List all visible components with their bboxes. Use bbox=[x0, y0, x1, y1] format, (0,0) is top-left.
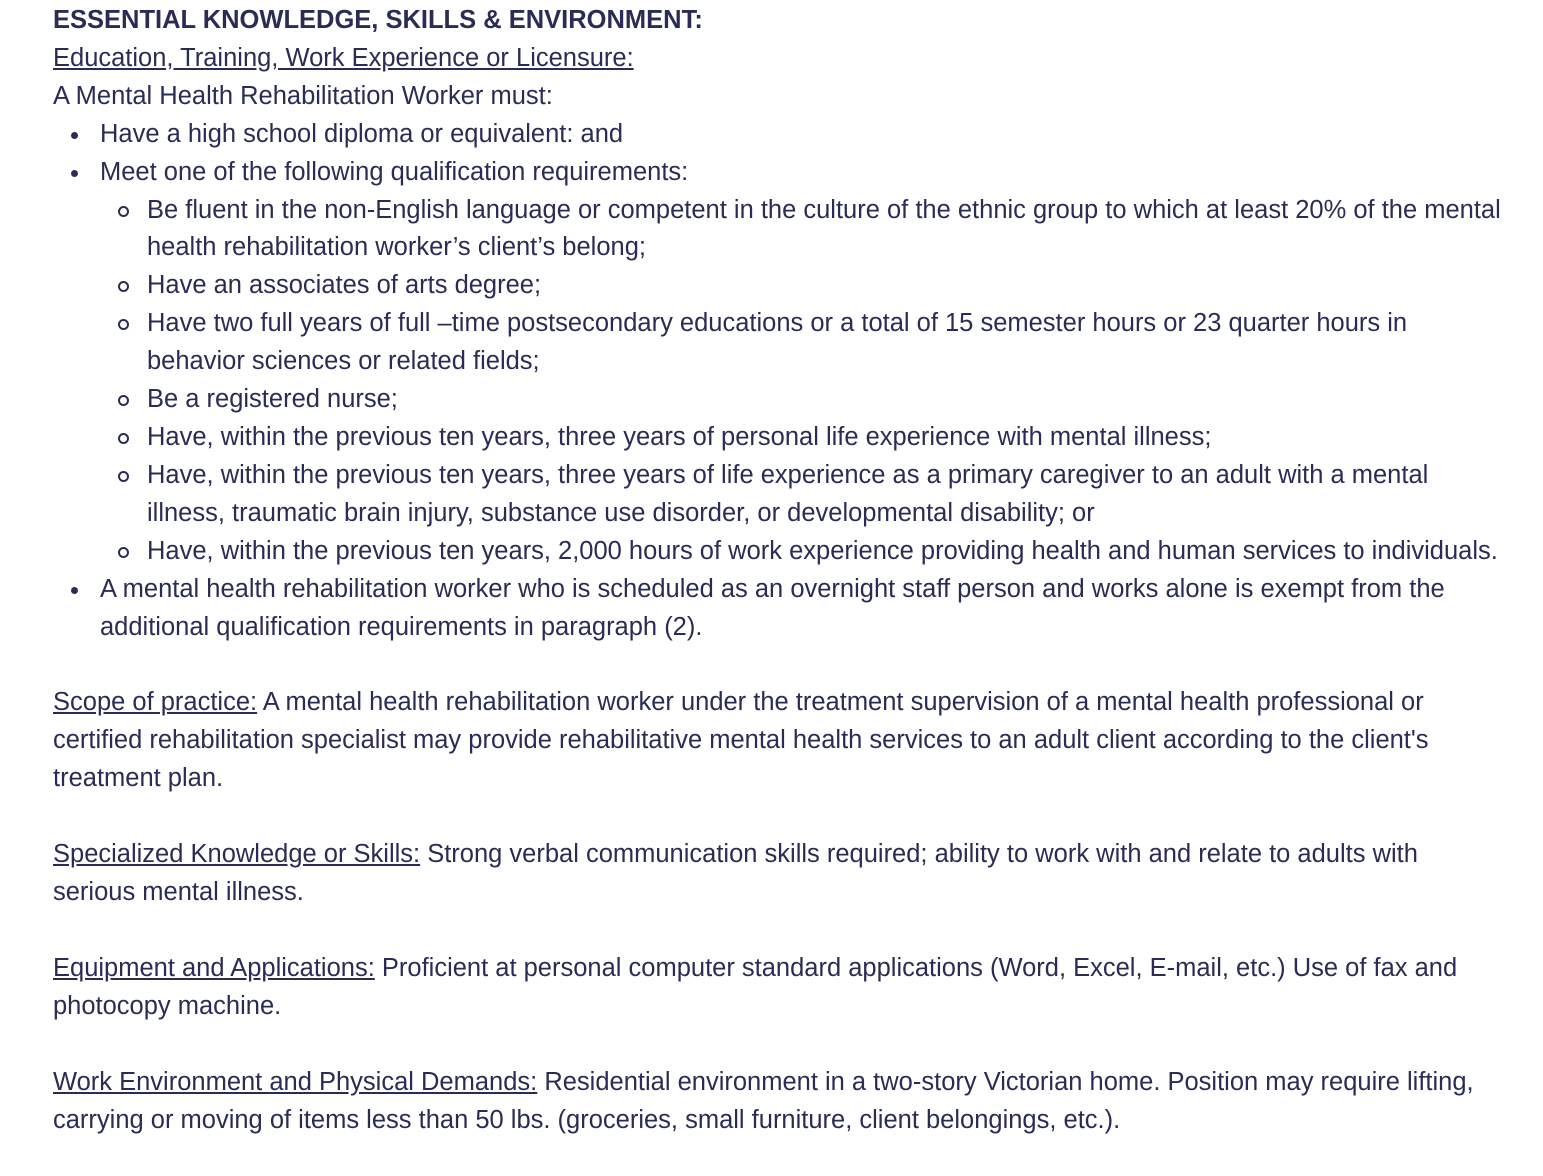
sublist-item-text: Have two full years of full –time postsecondary educations or a total of 15 semester hours or 23 quarter hours in behavior sciences or related fields; bbox=[147, 309, 1408, 376]
section-label: Work Environment and Physical Demands: bbox=[53, 1067, 538, 1096]
section-text: A mental health rehabilitation worker under the treatment supervision of a mental health professional or certified rehabilitation specialist may provide rehabilitative mental health services to an adult client according to the client's treatment plan. bbox=[53, 688, 1429, 793]
equipment-paragraph bbox=[53, 950, 1503, 1026]
bullet-dot bbox=[71, 587, 78, 594]
bullet-circle bbox=[118, 281, 129, 292]
sublist-item-text: Be fluent in the non-English language or competent in the culture of the ethnic group to which at least 20% of the mental health rehabilitation worker’s client’s belong; bbox=[147, 195, 1501, 262]
list-item bbox=[100, 116, 1503, 154]
bullet-dot bbox=[71, 132, 78, 139]
sublist-item-text: Have, within the previous ten years, three years of personal life experience with mental illness; bbox=[147, 422, 1212, 451]
bullet-circle bbox=[118, 433, 129, 444]
bullet-circle bbox=[118, 206, 129, 217]
sublist-item bbox=[147, 192, 1503, 268]
section-heading: ESSENTIAL KNOWLEDGE, SKILLS & ENVIRONMENT: bbox=[53, 6, 703, 34]
section-text: Strong verbal communication skills required; ability to work with and relate to adults with serious mental illness. bbox=[53, 840, 1418, 907]
sublist-item bbox=[147, 381, 1503, 419]
qualification-sublist bbox=[100, 192, 1503, 571]
bullet-circle bbox=[118, 471, 129, 482]
bullet-circle bbox=[118, 395, 129, 406]
sublist-item-text: Be a registered nurse; bbox=[147, 385, 398, 414]
section-text: Residential environment in a two-story Victorian home. Position may require lifting, carrying or moving of items less than 50 lbs. (groceries, small furniture, client belongings, etc.). bbox=[53, 1067, 1474, 1134]
section-label: Equipment and Applications: bbox=[53, 953, 375, 982]
work-environment-paragraph bbox=[53, 1064, 1503, 1140]
list-item bbox=[100, 571, 1503, 647]
education-title: Education, Training, Work Experience or Licensure: bbox=[53, 43, 634, 72]
sublist-item-text: Have, within the previous ten years, 2,000 hours of work experience providing health and human services to individuals. bbox=[147, 536, 1498, 565]
sublist-item bbox=[147, 533, 1503, 571]
section-label: Scope of practice: bbox=[53, 688, 258, 717]
bullet-circle bbox=[118, 319, 129, 330]
list-item-text: Meet one of the following qualification requirements: bbox=[100, 157, 689, 186]
sublist-item bbox=[147, 267, 1503, 305]
list-item-text: A mental health rehabilitation worker who is scheduled as an overnight staff person and works alone is exempt from the additional qualification requirements in paragraph (2). bbox=[100, 574, 1445, 641]
sublist-item-text: Have, within the previous ten years, three years of life experience as a primary caregiver to an adult with a mental illness, traumatic brain injury, substance use disorder, or developmental disability; or bbox=[147, 460, 1429, 527]
section-label: Specialized Knowledge or Skills: bbox=[53, 840, 421, 869]
sublist-item bbox=[147, 305, 1503, 381]
document-body bbox=[53, 2, 1503, 1140]
scope-of-practice-paragraph bbox=[53, 684, 1503, 798]
bullet-circle bbox=[118, 547, 129, 558]
sublist-item bbox=[147, 419, 1503, 457]
specialized-knowledge-paragraph bbox=[53, 836, 1503, 912]
list-item-text: Have a high school diploma or equivalent: and bbox=[100, 119, 624, 148]
bullet-dot bbox=[71, 170, 78, 177]
sublist-item bbox=[147, 457, 1503, 533]
education-intro: A Mental Health Rehabilitation Worker must: bbox=[53, 81, 553, 110]
requirements-list bbox=[53, 116, 1503, 647]
section-text: Proficient at personal computer standard applications (Word, Excel, E-mail, etc.) Use of fax and photocopy machine. bbox=[53, 953, 1458, 1020]
sublist-item-text: Have an associates of arts degree; bbox=[147, 271, 542, 300]
list-item bbox=[100, 154, 1503, 571]
